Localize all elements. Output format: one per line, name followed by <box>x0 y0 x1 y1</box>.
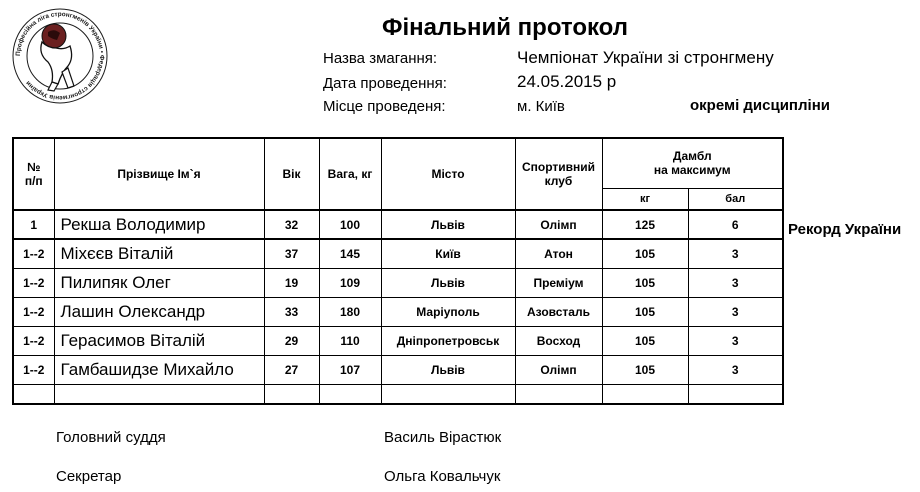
record-note: Рекорд України <box>788 221 902 238</box>
header-kg: кг <box>602 188 688 210</box>
empty-cell <box>264 384 319 404</box>
federation-logo <box>10 6 110 106</box>
table-row <box>13 326 783 355</box>
athlete-name-cell: Гамбашидзе Михайло <box>54 355 264 384</box>
kg-cell: 105 <box>602 268 688 297</box>
place-cell: 1--2 <box>13 268 54 297</box>
points-cell: 6 <box>688 210 783 239</box>
age-cell: 27 <box>264 355 319 384</box>
club-cell: Олімп <box>515 355 602 384</box>
table-row <box>13 210 783 239</box>
weight-cell: 109 <box>319 268 381 297</box>
table-row <box>13 297 783 326</box>
place-cell: 1--2 <box>13 297 54 326</box>
place-cell: 1--2 <box>13 239 54 268</box>
header-points: бал <box>688 188 783 210</box>
disciplines-note: окремі дисципліни <box>690 97 830 114</box>
place-cell: 1--2 <box>13 355 54 384</box>
athlete-name-cell: Герасимов Віталій <box>54 326 264 355</box>
city-cell: Львів <box>381 210 515 239</box>
empty-cell <box>515 384 602 404</box>
points-cell: 3 <box>688 239 783 268</box>
club-cell: Атон <box>515 239 602 268</box>
logo-ring-text: Професійна ліга стронгменів України • Федерація стронгменів України <box>14 10 106 102</box>
header-age: Вік <box>264 138 319 210</box>
athlete-name-cell: Пилипяк Олег <box>54 268 264 297</box>
city-cell: Львів <box>381 268 515 297</box>
secretary-name: Ольга Ковальчук <box>384 468 501 485</box>
empty-cell <box>54 384 264 404</box>
athlete-name-cell: Рекша Володимир <box>54 210 264 239</box>
date-value: 24.05.2015 р <box>517 72 617 91</box>
venue-value: м. Київ <box>517 98 565 115</box>
points-cell: 3 <box>688 297 783 326</box>
points-cell: 3 <box>688 268 783 297</box>
page-title: Фінальний протокол <box>382 14 628 41</box>
age-cell: 32 <box>264 210 319 239</box>
age-cell: 33 <box>264 297 319 326</box>
empty-cell <box>381 384 515 404</box>
header-name: Прізвище Ім`я <box>54 138 264 210</box>
place-cell: 1--2 <box>13 326 54 355</box>
club-cell: Восход <box>515 326 602 355</box>
weight-cell: 145 <box>319 239 381 268</box>
table-row <box>13 355 783 384</box>
secretary-label: Секретар <box>56 468 122 485</box>
results-table <box>12 137 784 405</box>
kg-cell: 105 <box>602 355 688 384</box>
place-cell: 1 <box>13 210 54 239</box>
strongman-figure-icon <box>41 24 74 91</box>
competition-name-label: Назва змагання: <box>323 50 438 67</box>
table-row <box>13 268 783 297</box>
city-cell: Київ <box>381 239 515 268</box>
points-cell: 3 <box>688 355 783 384</box>
weight-cell: 100 <box>319 210 381 239</box>
weight-cell: 107 <box>319 355 381 384</box>
venue-label: Місце проведеня: <box>323 98 446 115</box>
header-weight: Вага, кг <box>319 138 381 210</box>
header-club: Спортивний клуб <box>515 138 602 210</box>
weight-cell: 110 <box>319 326 381 355</box>
city-cell: Львів <box>381 355 515 384</box>
date-label: Дата проведення: <box>323 75 447 92</box>
table-row <box>13 239 783 268</box>
age-cell: 19 <box>264 268 319 297</box>
points-cell: 3 <box>688 326 783 355</box>
kg-cell: 105 <box>602 326 688 355</box>
table-row-empty <box>13 384 783 404</box>
kg-cell: 105 <box>602 297 688 326</box>
header-event: Дамбл на максимум <box>602 138 783 188</box>
club-cell: Азовсталь <box>515 297 602 326</box>
chief-judge-name: Василь Вірастюк <box>384 429 502 446</box>
kg-cell: 125 <box>602 210 688 239</box>
athlete-name-cell: Міхєєв Віталій <box>54 239 264 268</box>
age-cell: 37 <box>264 239 319 268</box>
weight-cell: 180 <box>319 297 381 326</box>
club-cell: Преміум <box>515 268 602 297</box>
empty-cell <box>13 384 54 404</box>
age-cell: 29 <box>264 326 319 355</box>
header-num: № п/п <box>13 138 54 210</box>
city-cell: Дніпропетровськ <box>381 326 515 355</box>
empty-cell <box>319 384 381 404</box>
header-city: Місто <box>381 138 515 210</box>
chief-judge-label: Головний суддя <box>56 429 166 446</box>
competition-name-value: Чемпіонат України зі стронгмену <box>517 48 774 67</box>
empty-cell <box>688 384 783 404</box>
kg-cell: 105 <box>602 239 688 268</box>
city-cell: Маріуполь <box>381 297 515 326</box>
athlete-name-cell: Лашин Олександр <box>54 297 264 326</box>
club-cell: Олімп <box>515 210 602 239</box>
empty-cell <box>602 384 688 404</box>
